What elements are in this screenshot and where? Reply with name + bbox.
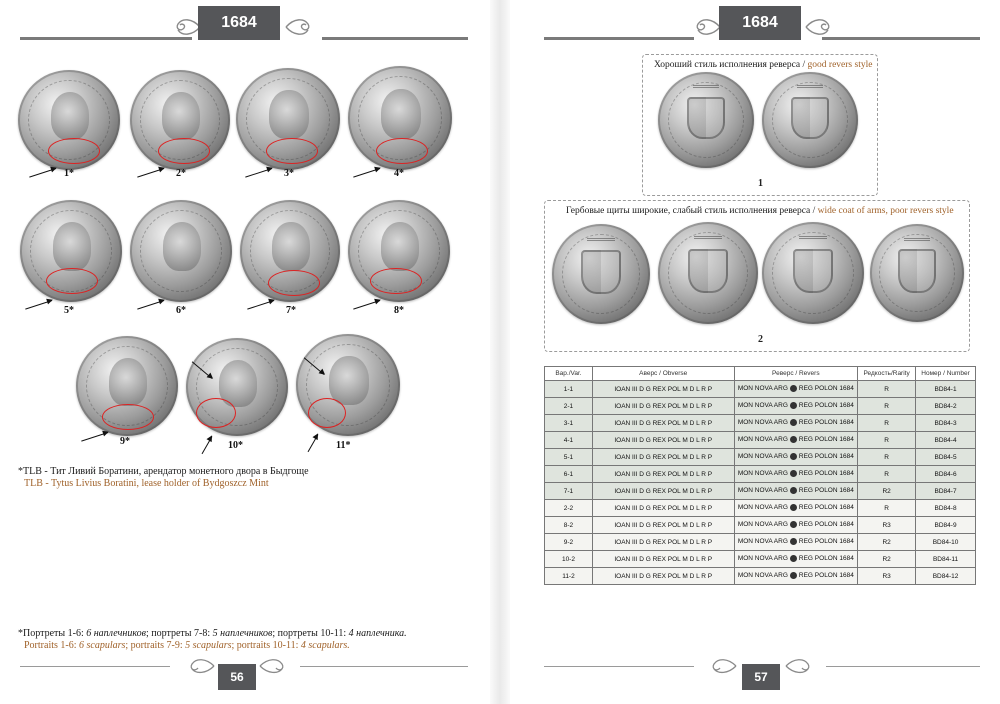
detail-circle xyxy=(158,138,210,164)
portraits-note-en: Portraits 1-6: 6 scapulars; portraits 7-9: 5 scapulars; portraits 10-11: 4 scapulars. xyxy=(24,640,350,651)
cell-obverse: IOAN III D G REX POL M D L R P xyxy=(592,466,734,483)
col-header-rarity: Редкость/Rarity xyxy=(858,367,916,381)
pointer-arrow-icon xyxy=(137,300,164,310)
cell-reverse: MON NOVA ARG REG POLON 1684 xyxy=(734,517,858,534)
coin-image xyxy=(552,224,650,324)
cell-var: 1-1 xyxy=(545,381,593,398)
cell-rarity: R xyxy=(858,432,916,449)
flourish-ornament-icon xyxy=(284,14,324,40)
table-row xyxy=(545,432,976,449)
pointer-arrow-icon xyxy=(29,168,56,178)
cell-rarity: R xyxy=(858,449,916,466)
eagle-icon xyxy=(790,521,797,528)
table-row xyxy=(545,500,976,517)
cell-number: BD84-2 xyxy=(916,398,976,415)
coin-label: 2* xyxy=(176,168,186,179)
coin-label: 5* xyxy=(64,305,74,316)
cell-rarity: R2 xyxy=(858,534,916,551)
cell-reverse: MON NOVA ARG REG POLON 1684 xyxy=(734,432,858,449)
eagle-icon xyxy=(790,538,797,545)
pointer-arrow-icon xyxy=(308,434,319,452)
cell-obverse: IOAN III D G REX POL M D L R P xyxy=(592,483,734,500)
table-row xyxy=(545,466,976,483)
cell-var: 10-2 xyxy=(545,551,593,568)
cell-reverse: MON NOVA ARG REG POLON 1684 xyxy=(734,483,858,500)
tlb-note-ru: *TLB - Тит Ливий Боратини, арендатор монетного двора в Быдгоще xyxy=(18,466,309,477)
cell-obverse: IOAN III D G REX POL M D L R P xyxy=(592,517,734,534)
year-heading: 1684 xyxy=(198,6,280,40)
cell-number: BD84-6 xyxy=(916,466,976,483)
header-rule-right xyxy=(822,37,980,40)
pointer-arrow-icon xyxy=(81,432,108,442)
pointer-arrow-icon xyxy=(245,168,272,178)
detail-circle xyxy=(268,270,320,296)
table-header-row xyxy=(545,367,976,381)
cell-var: 2-1 xyxy=(545,398,593,415)
table-row xyxy=(545,517,976,534)
flourish-ornament-icon xyxy=(784,656,824,682)
cell-reverse: MON NOVA ARG REG POLON 1684 xyxy=(734,398,858,415)
flourish-ornament-icon xyxy=(176,656,216,682)
flourish-ornament-icon xyxy=(162,14,202,40)
cell-number: BD84-8 xyxy=(916,500,976,517)
coin-image xyxy=(870,224,964,322)
coin-label: 7* xyxy=(286,305,296,316)
cell-reverse: MON NOVA ARG REG POLON 1684 xyxy=(734,568,858,585)
cell-number: BD84-4 xyxy=(916,432,976,449)
cell-number: BD84-7 xyxy=(916,483,976,500)
table-row xyxy=(545,415,976,432)
cell-reverse: MON NOVA ARG REG POLON 1684 xyxy=(734,449,858,466)
cell-var: 5-1 xyxy=(545,449,593,466)
detail-circle xyxy=(102,404,154,430)
cell-number: BD84-11 xyxy=(916,551,976,568)
cell-var: 9-2 xyxy=(545,534,593,551)
coin-image xyxy=(658,72,754,168)
cell-rarity: R xyxy=(858,398,916,415)
table-row xyxy=(545,483,976,500)
detail-circle xyxy=(266,138,318,164)
panel-number: 1 xyxy=(758,178,763,189)
col-header-number: Номер / Number xyxy=(916,367,976,381)
detail-circle xyxy=(308,398,346,428)
coin-label: 1* xyxy=(64,168,74,179)
header-rule-right xyxy=(322,37,468,40)
footer-rule-right xyxy=(826,666,980,667)
col-header-reverse: Реверс / Revers xyxy=(734,367,858,381)
eagle-icon xyxy=(790,419,797,426)
coin-image xyxy=(762,72,858,168)
cell-var: 7-1 xyxy=(545,483,593,500)
cell-number: BD84-3 xyxy=(916,415,976,432)
cell-obverse: IOAN III D G REX POL M D L R P xyxy=(592,534,734,551)
coin-image xyxy=(658,222,758,324)
flourish-ornament-icon xyxy=(804,14,844,40)
cell-var: 6-1 xyxy=(545,466,593,483)
coin-label: 8* xyxy=(394,305,404,316)
cell-rarity: R2 xyxy=(858,483,916,500)
cell-reverse: MON NOVA ARG REG POLON 1684 xyxy=(734,500,858,517)
eagle-icon xyxy=(790,555,797,562)
coin-image xyxy=(130,200,232,302)
page-number: 57 xyxy=(742,664,780,690)
eagle-icon xyxy=(790,487,797,494)
detail-circle xyxy=(46,268,98,294)
left-page xyxy=(0,0,488,704)
pointer-arrow-icon xyxy=(202,436,213,454)
table-row xyxy=(545,449,976,466)
header-rule-left xyxy=(544,37,694,40)
cell-obverse: IOAN III D G REX POL M D L R P xyxy=(592,432,734,449)
eagle-icon xyxy=(790,402,797,409)
detail-circle xyxy=(370,268,422,294)
pointer-arrow-icon xyxy=(137,168,164,178)
cell-obverse: IOAN III D G REX POL M D L R P xyxy=(592,500,734,517)
cell-obverse: IOAN III D G REX POL M D L R P xyxy=(592,381,734,398)
cell-var: 3-1 xyxy=(545,415,593,432)
pointer-arrow-icon xyxy=(247,300,274,310)
cell-number: BD84-10 xyxy=(916,534,976,551)
cell-reverse: MON NOVA ARG REG POLON 1684 xyxy=(734,381,858,398)
table-row xyxy=(545,568,976,585)
col-header-var: Вар./Var. xyxy=(545,367,593,381)
pointer-arrow-icon xyxy=(353,168,380,178)
pointer-arrow-icon xyxy=(25,300,52,310)
cell-rarity: R2 xyxy=(858,551,916,568)
coin-image xyxy=(762,222,864,324)
coin-label: 11* xyxy=(336,440,351,451)
detail-circle xyxy=(48,138,100,164)
tlb-note-en: TLB - Tytus Livius Boratini, lease holder of Bydgoszcz Mint xyxy=(24,478,269,489)
year-heading: 1684 xyxy=(719,6,801,40)
table-row xyxy=(545,534,976,551)
cell-reverse: MON NOVA ARG REG POLON 1684 xyxy=(734,534,858,551)
cell-rarity: R xyxy=(858,381,916,398)
flourish-ornament-icon xyxy=(258,656,298,682)
cell-rarity: R xyxy=(858,415,916,432)
table-row xyxy=(545,381,976,398)
table-row xyxy=(545,551,976,568)
cell-rarity: R xyxy=(858,500,916,517)
panel-title: Гербовые щиты широкие, слабый стиль исполнения реверса / wide coat of arms, poor revers style xyxy=(566,206,954,216)
cell-var: 11-2 xyxy=(545,568,593,585)
eagle-icon xyxy=(790,436,797,443)
detail-circle xyxy=(376,138,428,164)
eagle-icon xyxy=(790,504,797,511)
cell-reverse: MON NOVA ARG REG POLON 1684 xyxy=(734,551,858,568)
panel-number: 2 xyxy=(758,334,763,345)
detail-circle xyxy=(196,398,236,428)
footer-rule-left xyxy=(20,666,170,667)
cell-obverse: IOAN III D G REX POL M D L R P xyxy=(592,449,734,466)
cell-obverse: IOAN III D G REX POL M D L R P xyxy=(592,551,734,568)
right-page xyxy=(512,0,1000,704)
portraits-note-ru: *Портреты 1-6: 6 наплечников; портреты 7-8: 5 наплечников; портреты 10-11: 4 наплечника. xyxy=(18,628,407,639)
panel-title: Хороший стиль исполнения реверса / good revers style xyxy=(654,60,873,70)
cell-number: BD84-5 xyxy=(916,449,976,466)
coin-label: 3* xyxy=(284,168,294,179)
cell-rarity: R xyxy=(858,466,916,483)
cell-reverse: MON NOVA ARG REG POLON 1684 xyxy=(734,466,858,483)
cell-obverse: IOAN III D G REX POL M D L R P xyxy=(592,398,734,415)
cell-obverse: IOAN III D G REX POL M D L R P xyxy=(592,568,734,585)
page-number: 56 xyxy=(218,664,256,690)
book-gutter xyxy=(490,0,510,704)
cell-number: BD84-12 xyxy=(916,568,976,585)
eagle-icon xyxy=(790,453,797,460)
footer-rule-left xyxy=(544,666,694,667)
flourish-ornament-icon xyxy=(682,14,722,40)
varieties-table xyxy=(544,366,976,585)
cell-number: BD84-1 xyxy=(916,381,976,398)
col-header-obverse: Аверс / Obverse xyxy=(592,367,734,381)
coin-label: 10* xyxy=(228,440,243,451)
cell-number: BD84-9 xyxy=(916,517,976,534)
cell-reverse: MON NOVA ARG REG POLON 1684 xyxy=(734,415,858,432)
table-row xyxy=(545,398,976,415)
cell-var: 8-2 xyxy=(545,517,593,534)
cell-rarity: R3 xyxy=(858,517,916,534)
coin-label: 4* xyxy=(394,168,404,179)
eagle-icon xyxy=(790,470,797,477)
pointer-arrow-icon xyxy=(353,300,380,310)
footer-rule-right xyxy=(300,666,468,667)
cell-var: 2-2 xyxy=(545,500,593,517)
eagle-icon xyxy=(790,385,797,392)
coin-label: 9* xyxy=(120,436,130,447)
eagle-icon xyxy=(790,572,797,579)
cell-obverse: IOAN III D G REX POL M D L R P xyxy=(592,415,734,432)
flourish-ornament-icon xyxy=(698,656,738,682)
coin-label: 6* xyxy=(176,305,186,316)
cell-var: 4-1 xyxy=(545,432,593,449)
cell-rarity: R3 xyxy=(858,568,916,585)
